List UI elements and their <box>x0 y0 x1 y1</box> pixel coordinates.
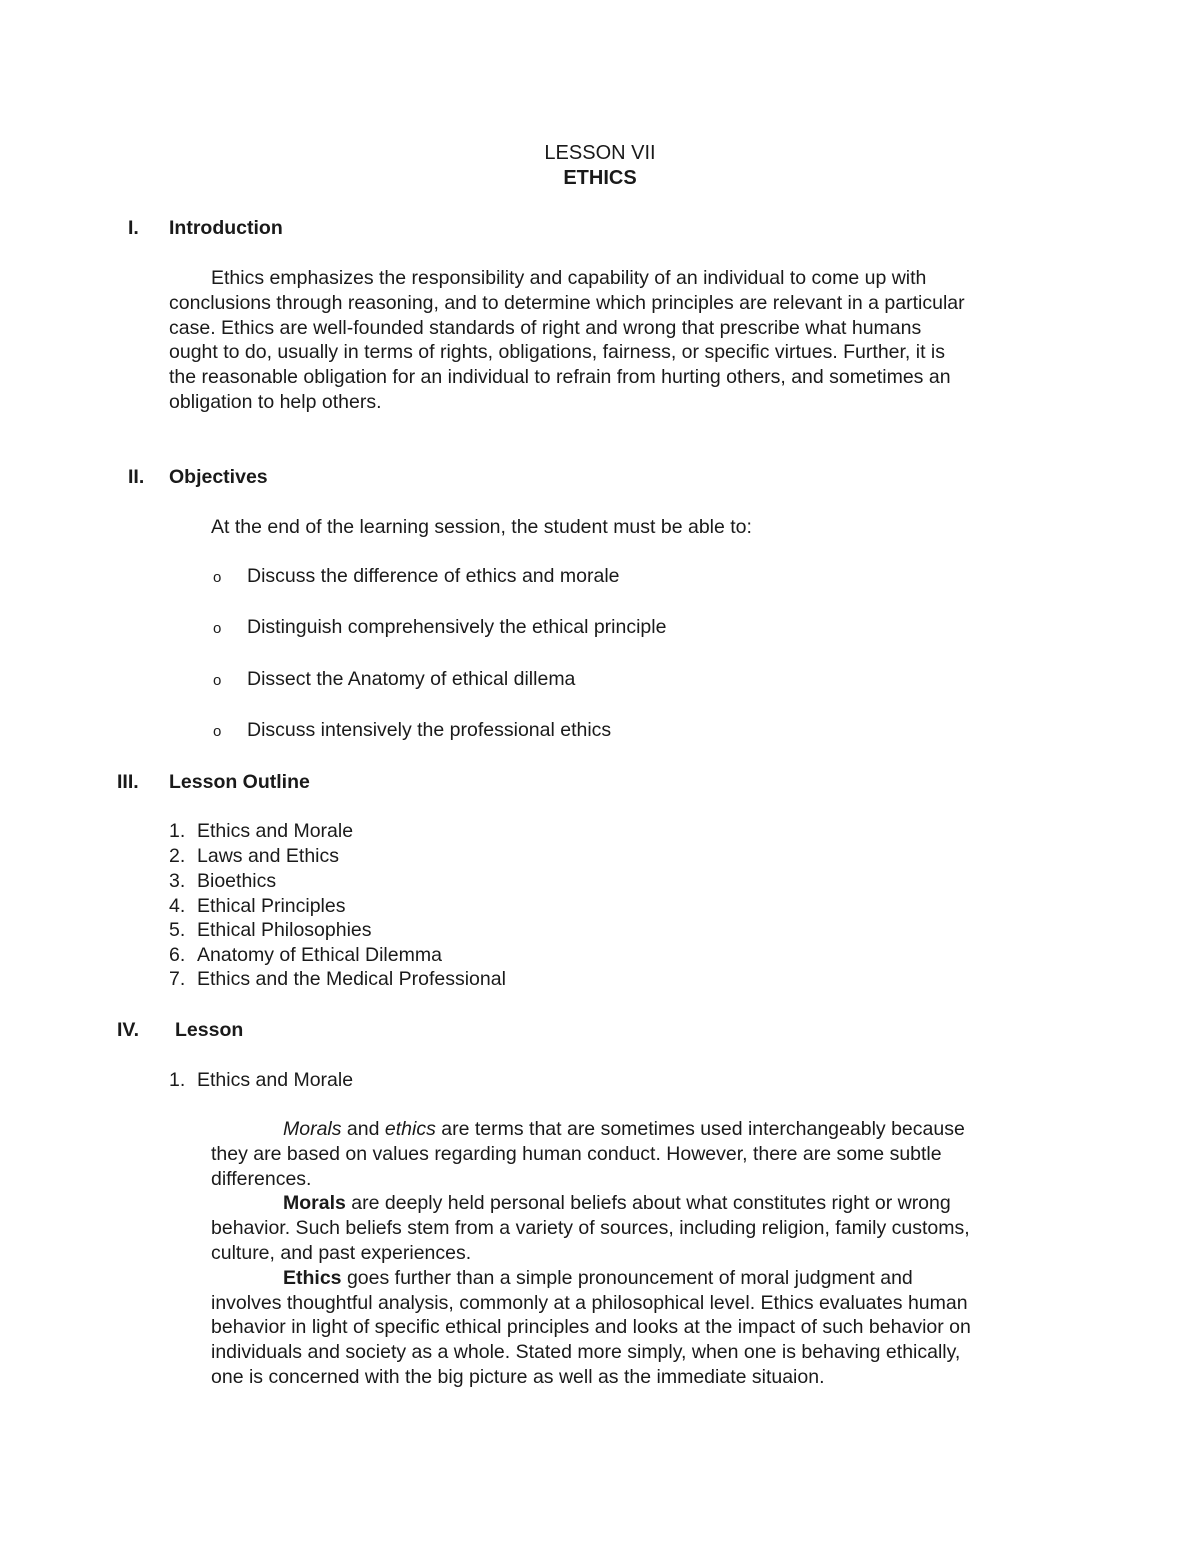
paragraph-morals-ethics: Morals and ethics are terms that are sometimes used interchangeably because <box>283 1118 965 1140</box>
section-heading-outline: Lesson Outline <box>169 771 310 793</box>
section-number-objectives: II. <box>128 466 145 488</box>
term-morals-bold: Morals <box>283 1192 346 1215</box>
intro-paragraph <box>169 266 965 415</box>
intro-line: ought to do, usually in terms of rights, obligations, fairness, or specific virtues. Further, it is <box>169 341 946 364</box>
bullet-icon: o <box>213 672 222 689</box>
term-morals: Morals <box>283 1118 342 1140</box>
body-line: culture, and past experiences. <box>211 1241 472 1264</box>
body-line: they are based on values regarding human conduct. However, there are some subtle <box>211 1142 942 1165</box>
outline-number: 2. <box>169 845 186 867</box>
outline-number: 5. <box>169 919 186 941</box>
lesson-sub-number: 1. <box>169 1069 186 1091</box>
outline-item: Laws and Ethics <box>197 845 339 867</box>
outline-item: Ethical Philosophies <box>197 919 372 941</box>
outline-item: Ethics and Morale <box>197 820 354 842</box>
body-line: behavior in light of specific ethical principles and looks at the impact of such behavior on <box>211 1316 971 1339</box>
term-ethics: ethics <box>384 1118 436 1140</box>
section-number-intro: I. <box>128 217 139 239</box>
intro-line: obligation to help others. <box>169 390 382 413</box>
outline-item: Bioethics <box>197 870 277 892</box>
body-line: involves thoughtful analysis, commonly at a philosophical level. Ethics evaluates human <box>211 1291 968 1314</box>
intro-line: conclusions through reasoning, and to determine which principles are relevant in a particular <box>169 291 965 314</box>
paragraph-morals-definition: Morals are deeply held personal beliefs about what constitutes right or wrong <box>283 1192 951 1215</box>
section-heading-intro: Introduction <box>169 217 283 239</box>
outline-number: 4. <box>169 895 186 917</box>
intro-line: the reasonable obligation for an individual to refrain from hurting others, and sometimes an <box>169 366 951 389</box>
section-number-outline: III. <box>117 771 139 793</box>
outline-item: Anatomy of Ethical Dilemma <box>197 944 442 966</box>
lesson-body <box>211 1117 971 1390</box>
section-number-lesson: IV. <box>117 1019 140 1041</box>
paragraph-ethics-definition: Ethics goes further than a simple pronouncement of moral judgment and <box>283 1266 913 1289</box>
outline-number: 6. <box>169 944 186 966</box>
objective-item: Discuss intensively the professional ethics <box>247 719 612 741</box>
body-line: individuals and society as a whole. Stated more simply, when one is behaving ethically, <box>211 1341 961 1364</box>
section-heading-lesson: Lesson <box>175 1019 244 1041</box>
outline-number: 3. <box>169 870 186 892</box>
lesson-sub-heading: Ethics and Morale <box>197 1069 354 1091</box>
lesson-label: LESSON VII <box>544 142 656 164</box>
term-ethics-bold: Ethics <box>283 1266 342 1289</box>
section-heading-objectives: Objectives <box>169 466 268 488</box>
objectives-lead: At the end of the learning session, the student must be able to: <box>211 516 752 538</box>
objective-item: Discuss the difference of ethics and morale <box>247 565 620 587</box>
objective-item: Distinguish comprehensively the ethical principle <box>247 616 667 638</box>
outline-item: Ethics and the Medical Professional <box>197 968 506 990</box>
bullet-icon: o <box>213 620 222 637</box>
objective-item: Dissect the Anatomy of ethical dillema <box>247 668 576 690</box>
intro-line: Ethics emphasizes the responsibility and capability of an individual to come up with <box>211 267 927 289</box>
outline-item: Ethical Principles <box>197 895 346 917</box>
bullet-icon: o <box>213 723 222 740</box>
outline-number: 7. <box>169 968 186 990</box>
body-line: one is concerned with the big picture as well as the immediate situaion. <box>211 1365 825 1388</box>
page-title: ETHICS <box>563 167 637 189</box>
bullet-icon: o <box>213 569 222 586</box>
outline-number: 1. <box>169 820 186 842</box>
intro-line: case. Ethics are well-founded standards of right and wrong that prescribe what humans <box>169 316 922 339</box>
body-line: differences. <box>211 1167 312 1190</box>
body-line: behavior. Such beliefs stem from a variety of sources, including religion, family customs, <box>211 1217 970 1240</box>
